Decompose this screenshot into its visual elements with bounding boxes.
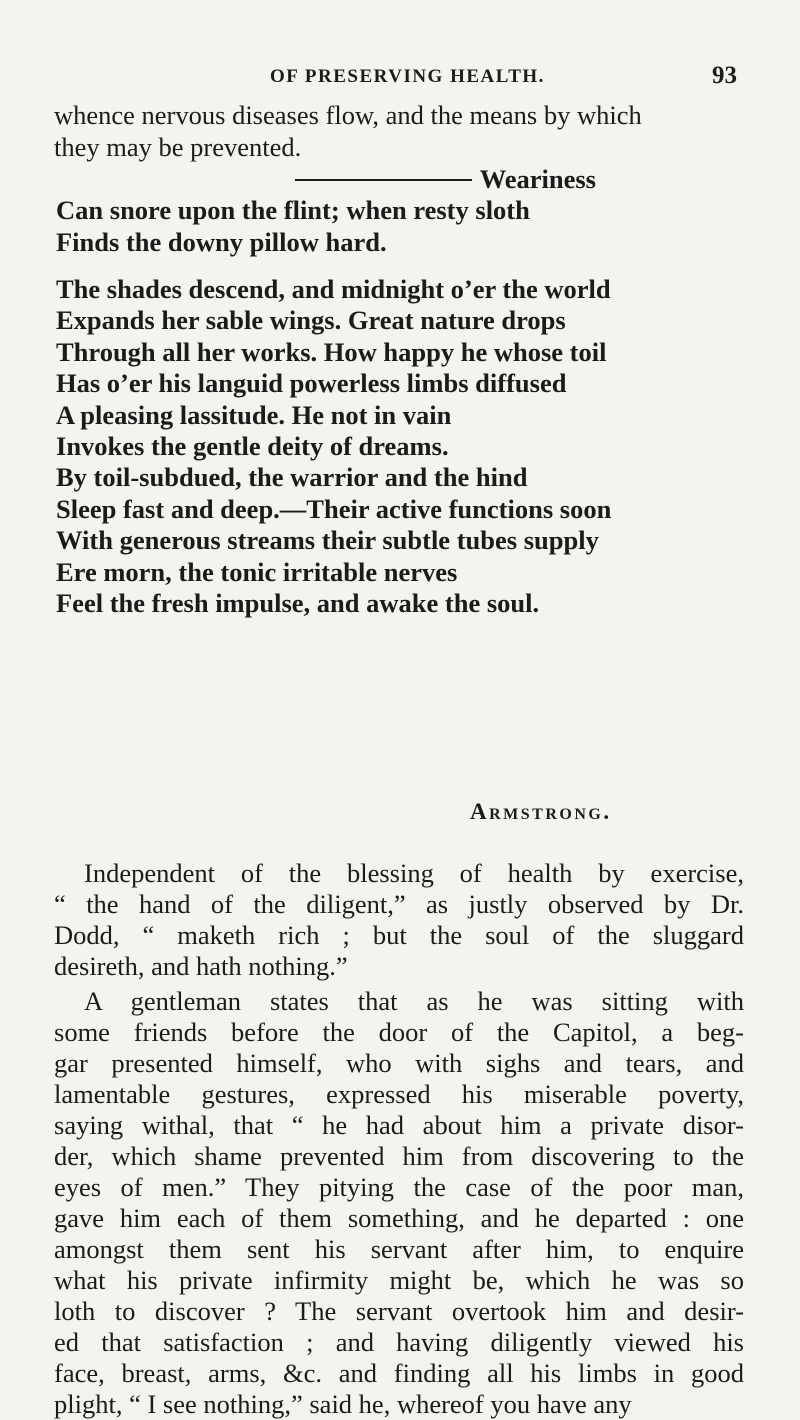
- verse-line: Sleep fast and deep.—Their active functions soon: [56, 493, 612, 524]
- em-dash-rule: [295, 179, 472, 181]
- text-line: plight, “ I see nothing,” said he, whereof you have any: [54, 1389, 632, 1419]
- intro-text: [54, 100, 734, 163]
- verse-line: Can snore upon the flint; when resty sloth: [56, 195, 530, 226]
- paragraph-2: [54, 986, 744, 1420]
- verse-line: Finds the downy pillow hard.: [56, 226, 387, 257]
- verse-quote-1: [56, 164, 746, 258]
- text-line: lamentable gestures, expressed his miserable poverty,: [54, 1079, 744, 1109]
- verse-line: Feel the fresh impulse, and awake the soul.: [56, 588, 540, 619]
- text-line: desireth, and hath nothing.”: [54, 951, 348, 981]
- verse-line: Has o’er his languid powerless limbs diffused: [56, 368, 567, 399]
- verse-author: Armstrong.: [470, 799, 612, 824]
- verse-dash-line: [56, 164, 746, 195]
- verse-line: Expands her sable wings. Great nature drops: [56, 305, 566, 336]
- page-number: 93: [712, 62, 737, 89]
- running-head: OF PRESERVING HEALTH.: [270, 66, 545, 87]
- verse-line: Invokes the gentle deity of dreams.: [56, 431, 449, 462]
- verse-line: Through all her works. How happy he whose toil: [56, 336, 607, 367]
- text-line: eyes of men.” They pitying the case of the poor man,: [54, 1172, 744, 1202]
- text-line: saying withal, that “ he had about him a private disor-: [54, 1110, 744, 1140]
- text-line: Dodd, “ maketh rich ; but the soul of the sluggard: [54, 920, 744, 950]
- verse-word: Weariness: [479, 164, 596, 194]
- verse-line: Ere morn, the tonic irritable nerves: [56, 556, 458, 587]
- text-line: some friends before the door of the Capitol, a beg-: [54, 1017, 744, 1047]
- paragraph-1: [54, 858, 744, 982]
- text-line: amongst them sent his servant after him, to enquire: [54, 1234, 744, 1264]
- verse-line: A pleasing lassitude. He not in vain: [56, 399, 452, 430]
- text-line: “ the hand of the diligent,” as justly observed by Dr.: [54, 889, 744, 919]
- text-line: face, breast, arms, &c. and finding all his limbs in good: [54, 1358, 744, 1388]
- text-line: A gentleman states that as he was sitting with: [84, 986, 744, 1016]
- verse-line: The shades descend, and midnight o’er the world: [56, 274, 611, 304]
- text-line: gar presented himself, who with sighs and tears, and: [54, 1048, 744, 1078]
- text-line: Independent of the blessing of health by exercise,: [84, 858, 744, 888]
- text-line: ed that satisfaction ; and having diligently viewed his: [54, 1327, 744, 1357]
- verse-line: With generous streams their subtle tubes supply: [56, 525, 599, 556]
- text-line: whence nervous diseases flow, and the means by which: [54, 100, 642, 130]
- text-line: they may be prevented.: [54, 131, 302, 162]
- text-line: what his private infirmity might be, which he was so: [54, 1265, 744, 1295]
- text-line: loth to discover ? The servant overtook him and desir-: [54, 1296, 744, 1326]
- verse-line: By toil-subdued, the warrior and the hind: [56, 462, 528, 493]
- text-line: gave him each of them something, and he departed : one: [54, 1203, 744, 1233]
- text-line: der, which shame prevented him from discovering to the: [54, 1141, 744, 1171]
- verse-quote-2: [56, 274, 746, 619]
